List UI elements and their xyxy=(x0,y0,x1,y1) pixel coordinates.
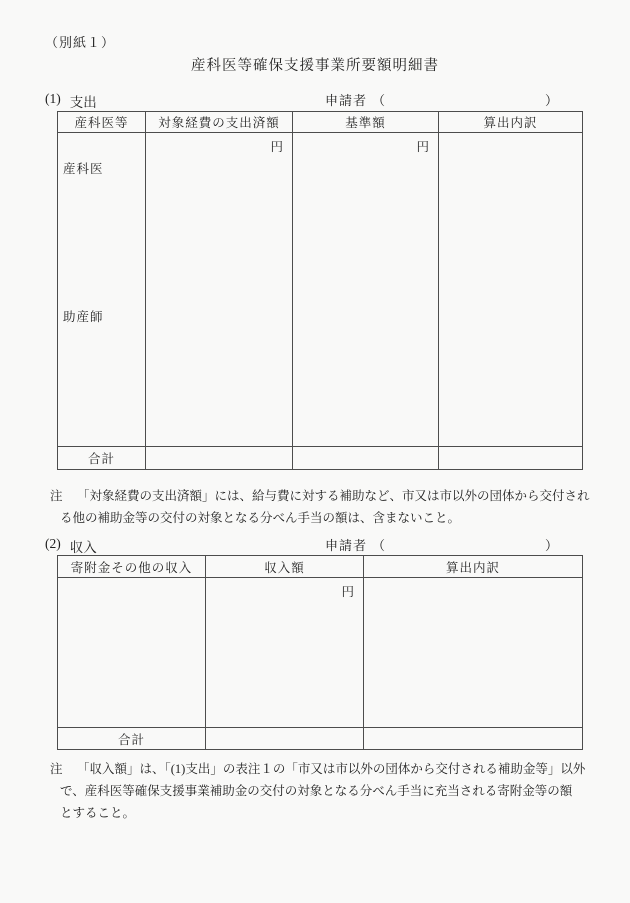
col-header-standard-amount: 基準額 xyxy=(293,112,439,133)
total-standard-amount-cell xyxy=(293,447,439,469)
row-label-cell xyxy=(58,133,146,447)
total-row-label: 合計 xyxy=(58,728,206,749)
col-header-calculation-detail: 算出内訳 xyxy=(364,556,582,578)
income-source-cell xyxy=(58,578,206,728)
section1-heading xyxy=(45,91,97,111)
standard-amount-cell xyxy=(293,133,439,447)
note1-marker: 注 xyxy=(50,489,64,503)
col-header-paid-expenses: 対象経費の支出済額 xyxy=(146,112,293,133)
section1-label: 支出 xyxy=(69,95,97,110)
yen-unit: 円 xyxy=(270,140,283,154)
col-header-calculation-detail: 算出内訳 xyxy=(439,112,582,133)
note2-line1: 「収入額」は、「(1)支出」の表注１の「市又は市以外の団体から交付される補助金等」以外 xyxy=(77,762,586,776)
note1-line2: る他の補助金等の交付の対象となる分べん手当の額は、含まないこと。 xyxy=(60,511,461,525)
section2-heading xyxy=(45,536,97,556)
section1-number: (1) xyxy=(45,91,61,106)
calculation-detail-cell xyxy=(439,133,582,447)
col-header-income-amount: 収入額 xyxy=(206,556,364,578)
note2-line2: で、産科医等確保支援事業補助金の交付の対象となる分べん手当に充当される寄附金等の額 xyxy=(60,784,573,798)
paren-open: （ xyxy=(372,538,386,553)
yen-unit: 円 xyxy=(416,140,429,154)
row-label-obstetrician: 産科医 xyxy=(63,162,104,176)
calculation-detail-cell xyxy=(364,578,582,728)
note1-line1: 「対象経費の支出済額」には、給与費に対する補助など、市又は市以外の団体から交付され xyxy=(77,489,590,503)
income-amount-cell xyxy=(206,578,364,728)
note2-marker: 注 xyxy=(50,762,64,776)
paren-open: （ xyxy=(372,93,386,108)
col-header-obstetrician-etc: 産科医等 xyxy=(58,112,146,133)
yen-unit: 円 xyxy=(341,585,354,599)
applicant-label: 申請者 xyxy=(325,538,368,553)
note2-line3: とすること。 xyxy=(60,806,136,820)
attachment-label: （別紙１） xyxy=(45,35,116,50)
row-label-midwife: 助産師 xyxy=(63,310,104,324)
total-paid-expenses-cell xyxy=(146,447,293,469)
paren-close: ） xyxy=(544,93,558,108)
paid-expenses-amount-cell xyxy=(146,133,293,447)
total-calculation-detail-cell xyxy=(439,447,582,469)
applicant-label: 申請者 xyxy=(325,93,368,108)
section2-applicant-line xyxy=(325,535,558,554)
section1-applicant-line xyxy=(325,90,558,109)
expenditure-table xyxy=(57,111,583,470)
income-table xyxy=(57,555,583,750)
total-calculation-detail-cell xyxy=(364,728,582,749)
section2-number: (2) xyxy=(45,536,61,551)
col-header-donations-other-income: 寄附金その他の収入 xyxy=(58,556,206,578)
total-row-label: 合計 xyxy=(58,447,146,469)
page-title: 産科医等確保支援事業所要額明細書 xyxy=(191,58,439,74)
section2-label: 収入 xyxy=(69,540,97,555)
paren-close: ） xyxy=(544,538,558,553)
total-income-amount-cell xyxy=(206,728,364,749)
